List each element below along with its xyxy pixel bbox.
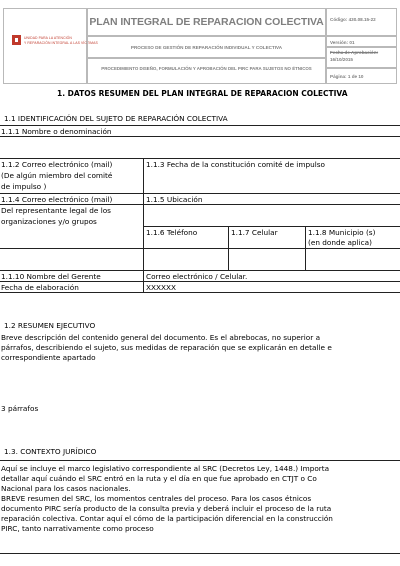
table-rule [0,270,400,271]
elaboration-date-label: Fecha de elaboración [1,283,79,292]
code-cell [326,8,397,36]
field-1-1-4-note: Del representante legal de los [1,206,111,215]
version-cell [326,36,397,47]
field-1-1-5-label: 1.1.5 Ubicación [146,195,203,204]
context-line: Nacional para los casos nacionales. [1,484,131,493]
page-number: Página: 1 de 10 [330,74,364,79]
context-line: Aquí se incluye el marco legislativo correspondiente al SRC (Decretos Ley, 1448.) Importa [1,464,330,473]
field-1-1-7-label: 1.1.7 Celular [231,228,278,237]
field-1-1-6-label: 1.1.6 Teléfono [146,228,198,237]
approval-date-value: 16/10/2015 [330,57,353,62]
table-rule [0,193,400,194]
summary-line: correspondiente apartado [1,353,96,362]
summary-line: Breve descripción del contenido general del documento. Es el abrebocas, no superior a [1,333,321,342]
table-rule [0,158,400,159]
document-version: Versión: 01 [330,40,355,45]
field-1-1-3-label: 1.1.3 Fecha de la constitución comité de impulso [146,160,325,169]
section-1-2-title: 1.2 RESUMEN EJECUTIVO [4,321,96,330]
field-1-1-4-note: organizaciones y/o grupos [1,217,97,226]
page-cell [326,68,397,84]
paragraph-count-note: 3 párrafos [1,404,39,413]
section-rule [0,553,400,554]
table-rule [0,281,400,282]
field-1-1-2-label: 1.1.2 Correo electrónico (mail) [1,160,113,169]
document-title: PLAN INTEGRAL DE REPARACION COLECTIVA [89,16,324,28]
section-1-1-title: 1.1 IDENTIFICACIÓN DEL SUJETO DE REPARACIÓN COLECTIVA [4,114,228,123]
logo-cell [3,8,98,84]
field-1-1-8-label: 1.1.8 Municipio (s) [308,228,376,237]
context-line: detallar aquí cuándo el SRC entró en la ruta y el día en que fue aprobado en CTJT o Co [1,474,317,483]
elaboration-date-value: XXXXXX [146,283,176,292]
table-rule [0,292,400,293]
context-line: reparación colectiva. Contar aquí el cómo de la participación diferencial en la construcción [1,514,333,523]
table-rule [0,136,400,137]
logo-line-2: Y REPARACIÓN INTEGRAL A LAS VÍCTIMAS [24,41,98,45]
manager-contact-label: Correo electrónico / Celular. [146,272,248,281]
table-divider [228,226,229,270]
context-line: BREVE resumen del SRC, los momentos centrales del proceso. Para los casos étnicos [1,494,312,503]
field-1-1-1-label: 1.1.1 Nombre o denominación [1,127,112,136]
legal-context-text [1,464,333,534]
section-1-3-title: 1.3. CONTEXTO JURÍDICO [4,447,97,456]
process-name: PROCESO DE GESTIÓN DE REPARACIÓN INDIVIDUAL Y COLECTIVA [130,45,283,50]
approval-date-label: Fecha de Aprobación: [330,50,379,55]
context-line: PIRC, tanto narrativamente como proceso [1,524,154,533]
section-1-title: 1. DATOS RESUMEN DEL PLAN INTEGRAL DE REPARACION COLECTIVA [57,89,348,98]
approval-date-cell [326,47,397,68]
context-line: documento PIRC sería producto de la consulta previa y deberá incluir el proceso de la ruta [1,504,332,513]
table-rule [143,226,400,227]
procedure-cell [87,58,326,84]
section-rule [0,460,400,461]
executive-summary-text [1,333,332,363]
summary-line: párrafos, describiendo el sujeto, sus medidas de reparación que se explicarán en detalle e [1,343,332,352]
field-1-1-8-note: (en donde aplica) [308,238,372,247]
logo-line-1: UNIDAD PARA LA ATENCIÓN [24,36,72,40]
title-cell [87,8,326,36]
table-rule [0,204,400,205]
field-1-1-10-label: 1.1.10 Nombre del Gerente [1,272,101,281]
document-code: Código: 430.08.15-22 [330,17,376,22]
document-header [0,8,400,84]
table-rule [0,125,400,126]
unit-logo-icon [12,35,21,45]
field-1-1-2-note: (De algún miembro del comité [1,171,113,180]
field-1-1-2-note: de impulso ) [1,182,47,191]
table-rule [0,248,400,249]
process-cell [87,36,326,58]
field-1-1-4-label: 1.1.4 Correo electrónico (mail) [1,195,113,204]
procedure-name: PROCEDIMIENTO DISEÑO, FORMULACIÓN Y APROBACIÓN DEL PIRC PARA SUJETOS NO ÉTNICOS [101,66,312,71]
table-divider [305,226,306,270]
table-divider [143,158,144,292]
